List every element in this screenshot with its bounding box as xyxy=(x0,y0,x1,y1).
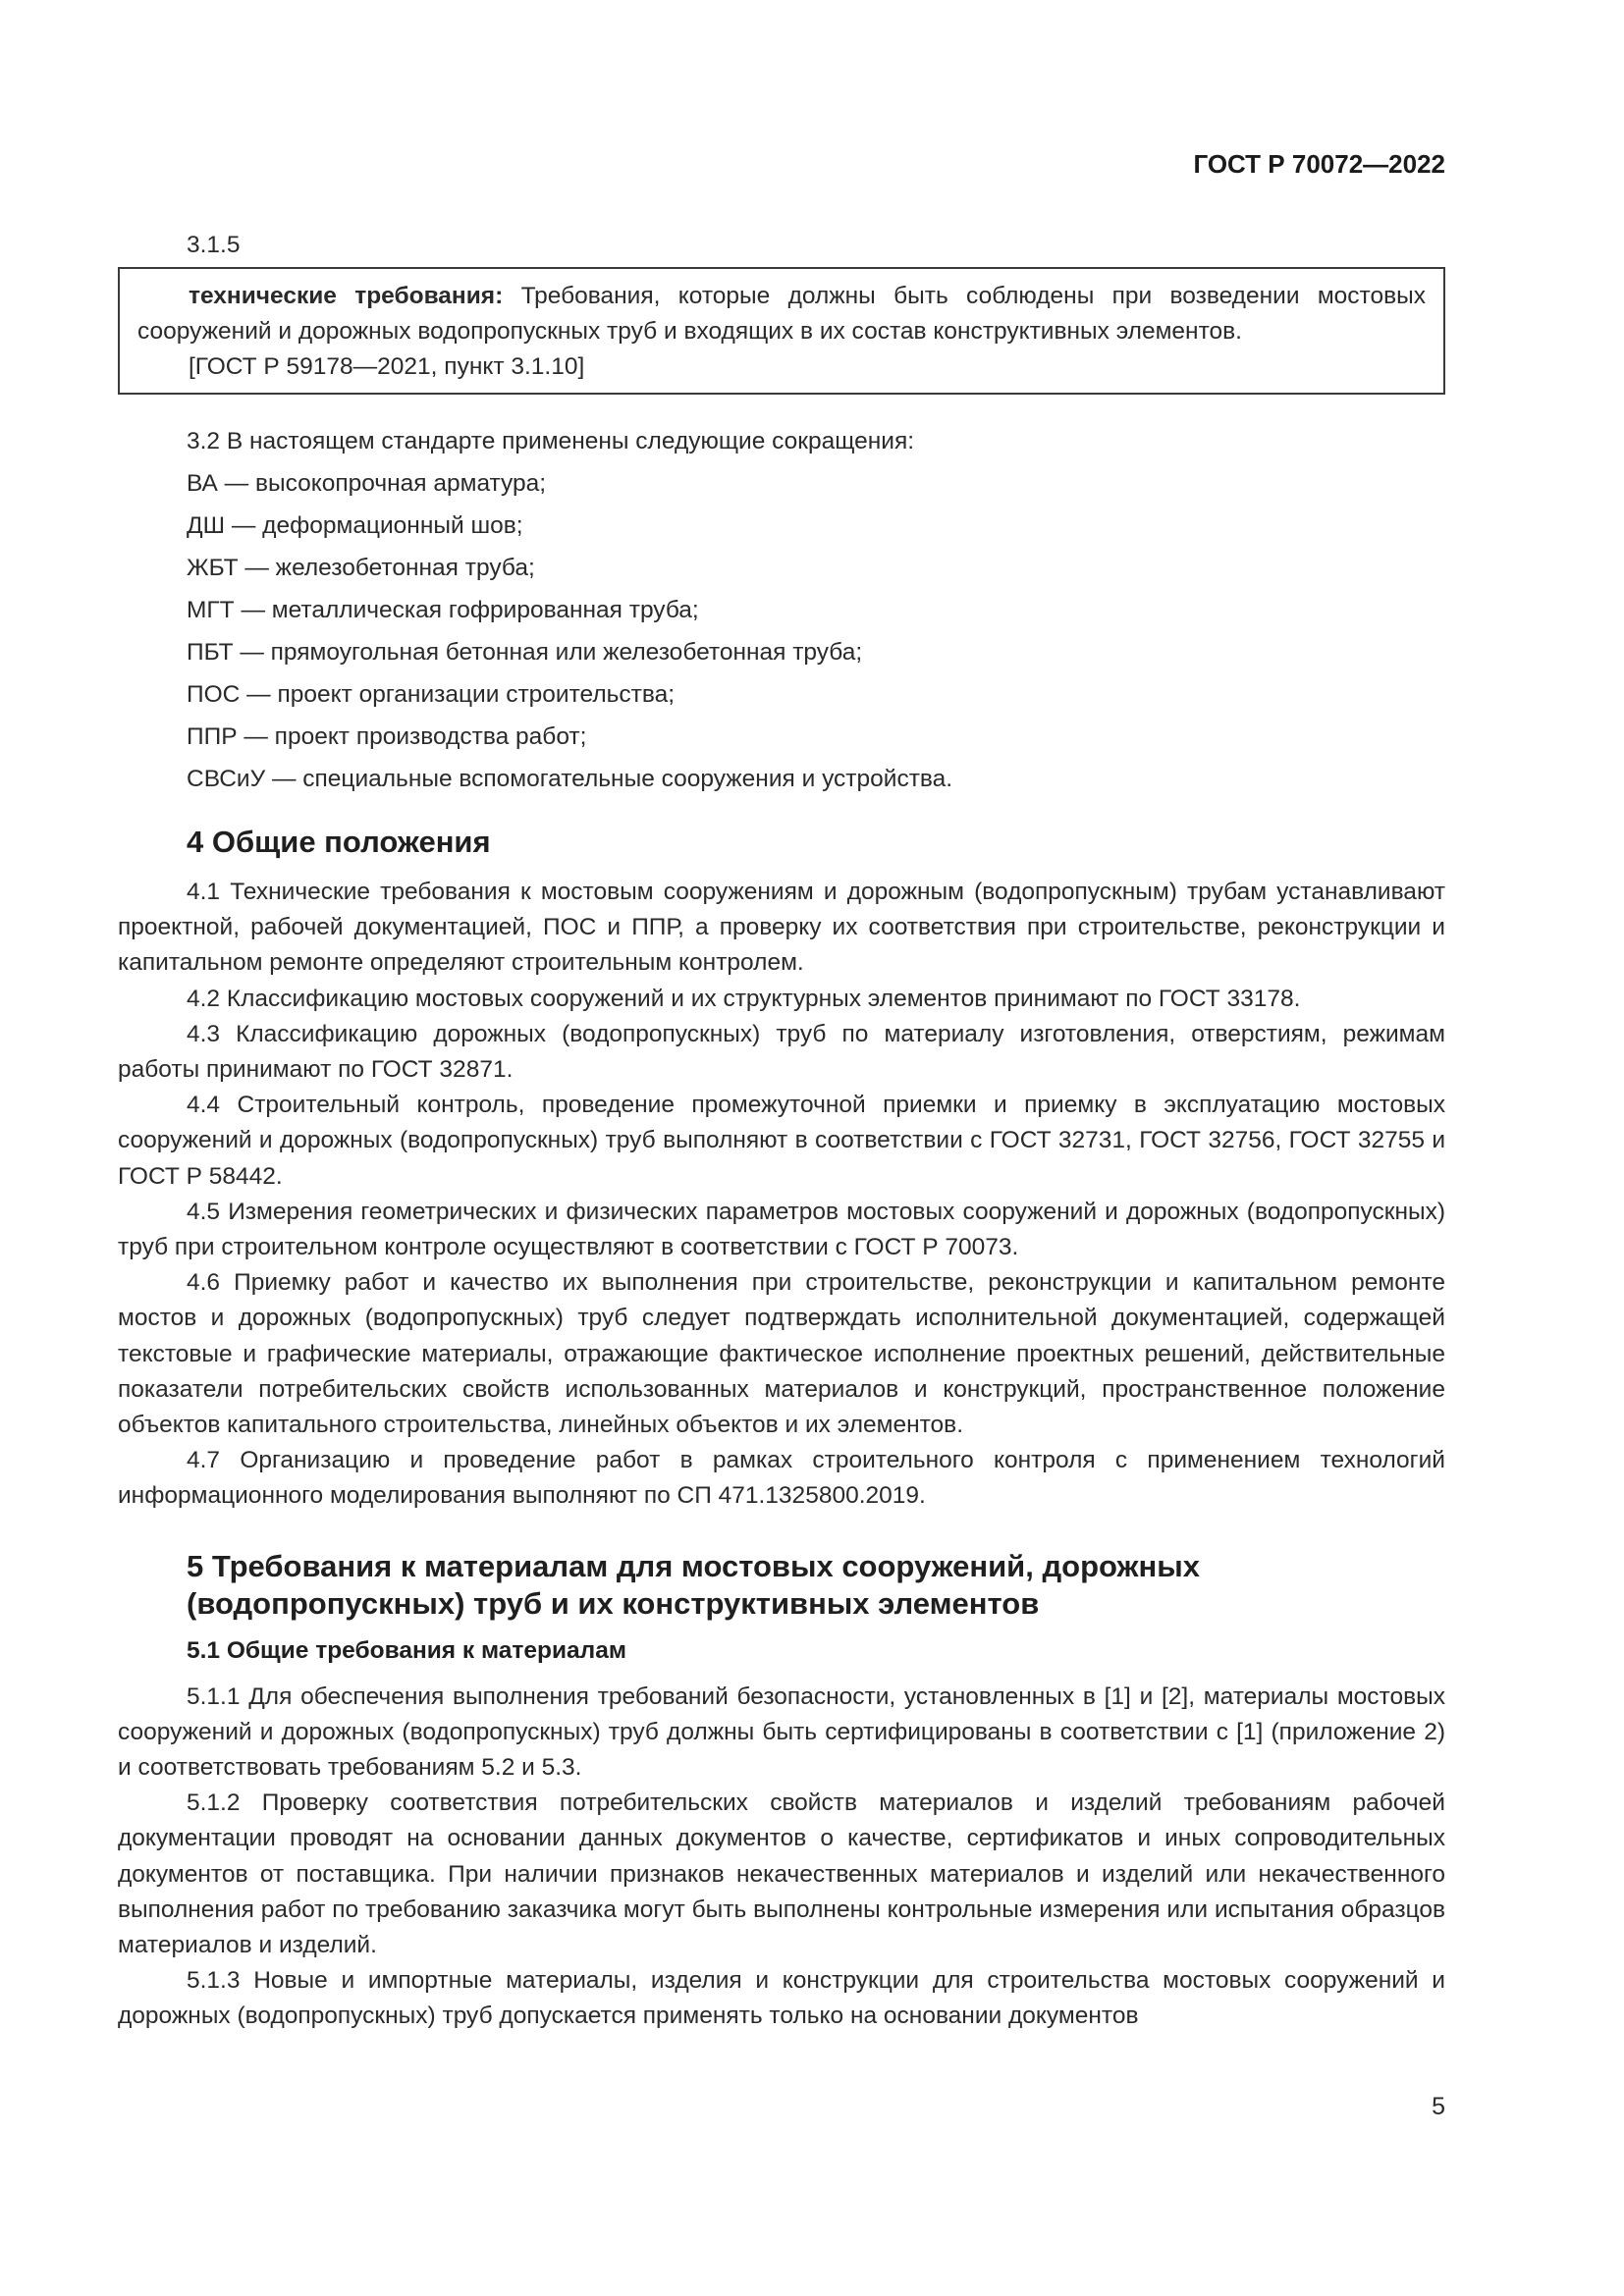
term-definition-text: Требования, которые должны быть соблюдены при возведении мостовых сооружений и дорожных водопропускных труб и входящих в их состав конструктивных элементов. xyxy=(137,283,1426,345)
abbreviation-item: ДШ — деформационный шов; xyxy=(187,512,523,539)
abbreviation-item: ППР — проект производства работ; xyxy=(187,723,587,750)
abbreviation-item: ЖБТ — железобетонная труба; xyxy=(187,555,535,581)
term-name: технические требования: xyxy=(189,283,504,309)
page-number: 5 xyxy=(1432,2093,1445,2120)
term-definition-box xyxy=(118,267,1445,395)
abbreviation-item: ПБТ — прямоугольная бетонная или железобетонная труба; xyxy=(187,639,863,666)
section-5-heading-line-1: 5 Требования к материалам для мостовых сооружений, дорожных xyxy=(187,1548,1200,1583)
section-4-heading: 4 Общие положения xyxy=(187,825,491,859)
abbreviations-intro: 3.2 В настоящем стандарте применены следующие сокращения: xyxy=(187,428,915,454)
paragraph-5-1-2: 5.1.2 Проверку соответствия потребительских свойств материалов и изделий требованиям рабочей документации проводят на основании данных документов о качестве, сертификатов и иных сопроводительных документов от поставщика. При наличии признаков некачественных материалов и изделий или некачественного выполнения работ по требованию заказчика могут быть выполнены контрольные измерения или испытания образцов материалов и изделий. xyxy=(118,1789,1445,1959)
abbreviation-item: ПОС — проект организации строительства; xyxy=(187,681,676,708)
paragraph-4-2: 4.2 Классификацию мостовых сооружений и их структурных элементов принимают по ГОСТ 33178. xyxy=(187,985,1301,1012)
paragraph-5-1-1: 5.1.1 Для обеспечения выполнения требований безопасности, установленных в [1] и [2], материалы мостовых сооружений и дорожных (водопропускных) труб должны быть сертифицированы в соответствии с [1] (приложение 2) и соответствовать требованиям 5.2 и 5.3. xyxy=(118,1682,1445,1782)
paragraph-4-4: 4.4 Строительный контроль, проведение промежуточной приемки и приемку в эксплуатацию мостовых сооружений и дорожных (водопропускных) труб выполняют в соответствии с ГОСТ 32731, ГОСТ 32756, ГОСТ 32755 и ГОСТ Р 58442. xyxy=(118,1092,1445,1190)
abbreviation-item: МГТ — металлическая гофрированная труба; xyxy=(187,597,699,623)
document-code: ГОСТ Р 70072—2022 xyxy=(1193,149,1445,179)
term-definition xyxy=(137,279,1426,349)
section-5-heading-line-2: (водопропускных) труб и их конструктивных элементов xyxy=(187,1585,1040,1621)
paragraph-4-7: 4.7 Организацию и проведение работ в рамках строительного контроля с применением технологий информационного моделирования выполняют по СП 471.1325800.2019. xyxy=(118,1447,1445,1510)
abbreviation-item: ВА — высокопрочная арматура; xyxy=(187,470,547,497)
paragraph-4-1: 4.1 Технические требования к мостовым сооружениям и дорожным (водопропускным) трубам устанавливают проектной, рабочей документацией, ПОС и ППР, а проверку их соответствия при строительстве, реконструкции и капитальном ремонте определяют строительным контролем. xyxy=(118,879,1445,977)
term-source: [ГОСТ Р 59178—2021, пункт 3.1.10] xyxy=(189,353,585,380)
term-number: 3.1.5 xyxy=(187,232,241,258)
abbreviation-item: СВСиУ — специальные вспомогательные сооружения и устройства. xyxy=(187,766,953,792)
paragraph-4-3: 4.3 Классификацию дорожных (водопропускных) труб по материалу изготовления, отверстиям, режимам работы принимают по ГОСТ 32871. xyxy=(118,1020,1445,1084)
abbreviations-list xyxy=(118,420,1445,800)
subsection-5-1-heading: 5.1 Общие требования к материалам xyxy=(187,1636,626,1664)
paragraph-4-6: 4.6 Приемку работ и качество их выполнения при строительстве, реконструкции и капитальном ремонте мостов и дорожных (водопропускных) труб следует подтверждать исполнительной документацией, содержащей текстовые и графические материалы, отражающие фактическое исполнение проектных решений, действительные показатели потребительских свойств использованных материалов и конструкций, пространственное положение объектов капитального строительства, линейных объектов и их элементов. xyxy=(118,1269,1445,1439)
paragraph-5-1-3: 5.1.3 Новые и импортные материалы, изделия и конструкции для строительства мостовых сооружений и дорожных (водопропускных) труб допускается применять только на основании документов xyxy=(118,1967,1445,2030)
section-5-heading xyxy=(187,1548,1445,1623)
paragraph-4-5: 4.5 Измерения геометрических и физических параметров мостовых сооружений и дорожных (водопропускных) труб при строительном контроле осуществляют в соответствии с ГОСТ Р 70073. xyxy=(118,1198,1445,1261)
page-content xyxy=(118,228,1445,2035)
